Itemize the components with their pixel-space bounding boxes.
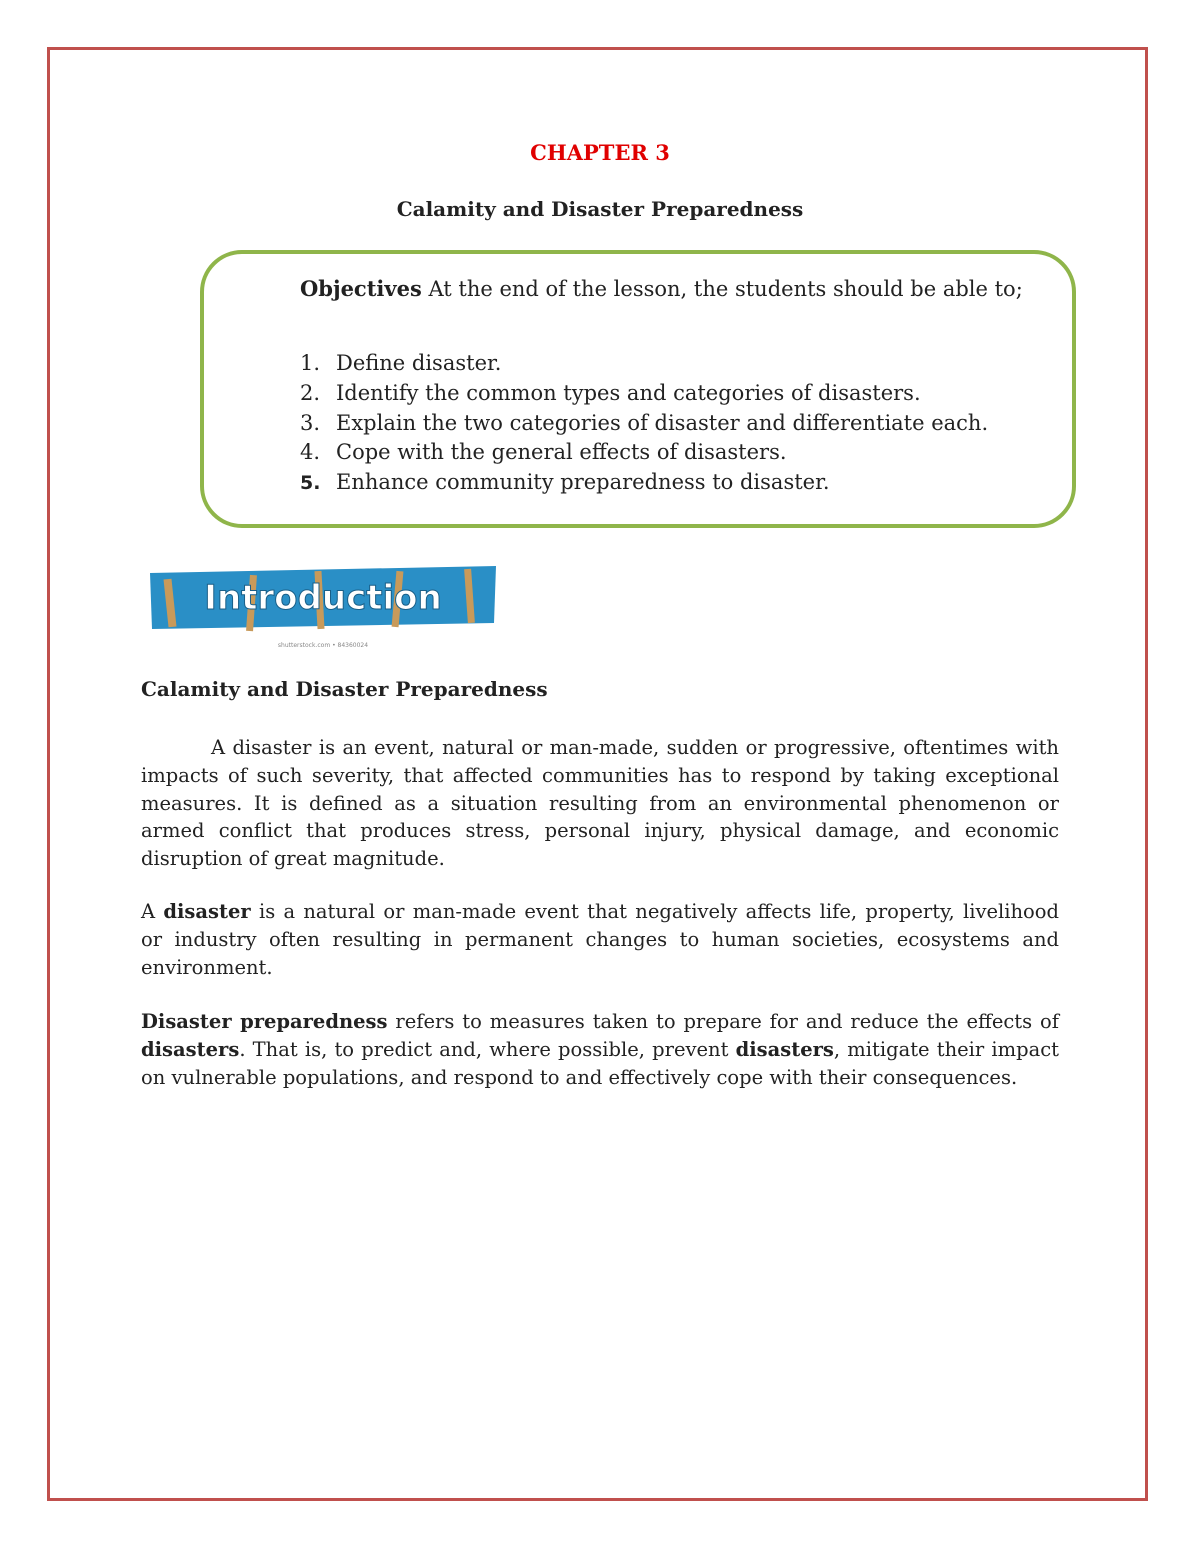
objective-item (300, 468, 1060, 499)
p3-text-3: , mitigate their impact on vulnerable populations, and respond to and effectively cope with their consequences. (141, 1037, 1059, 1089)
p2-bold-disaster: disaster (163, 900, 251, 923)
objective-item (300, 409, 1060, 439)
objective-text: Explain the two categories of disaster and differentiate each. (336, 410, 989, 435)
objective-item (300, 438, 1060, 468)
p3-bold-3: disasters (735, 1037, 834, 1061)
objective-text: Define disaster. (336, 351, 502, 375)
objectives-intro-text: At the end of the lesson, the students should be able to; (421, 277, 1023, 301)
objective-number: 3. (300, 410, 321, 435)
introduction-banner-image (148, 563, 498, 651)
objective-text: Cope with the general effects of disasters. (336, 440, 787, 465)
chapter-title: Calamity and Disaster Preparedness (396, 197, 804, 221)
objective-number: 1. (300, 351, 321, 375)
objectives-list (300, 349, 1060, 499)
objective-item (300, 379, 1060, 409)
banner-caption: shutterstock.com • 84360024 (277, 642, 369, 649)
paragraph-disaster-definition: A disaster is an event, natural or man-made, sudden or progressive, oftentimes with impacts of such severity, that affected communities has to respond by taking exceptional measures. It is defined as a situation resulting from an environmental phenomenon or armed conflict that produces stress, personal injury, physical damage, and economic disruption of great magnitude. (141, 736, 1059, 871)
objective-number: 4. (300, 440, 321, 465)
objective-text: Enhance community preparedness to disaster. (336, 470, 830, 495)
banner-word: Introduction (204, 578, 442, 618)
chapter-heading: CHAPTER 3 (530, 140, 670, 165)
objective-number: 5. (300, 472, 321, 495)
paragraph-preparedness (141, 1008, 1059, 1091)
objectives-label: Objectives (300, 276, 422, 301)
objective-number: 2. (300, 380, 321, 405)
p2-text-a: A (141, 900, 164, 923)
p3-bold-1: Disaster preparedness (141, 1010, 388, 1033)
p3-bold-2: disasters (141, 1037, 240, 1061)
section-heading: Calamity and Disaster Preparedness (141, 677, 548, 701)
objectives-intro (228, 274, 1058, 304)
objective-text: Identify the common types and categories of disasters. (336, 380, 921, 405)
p2-text-c: is a natural or man-made event that negatively affects life, property, livelihood or industry often resulting in permanent changes to human societies, ecosystems and environment. (141, 900, 1059, 979)
paragraph-disaster (141, 898, 1059, 981)
objective-item (300, 349, 1060, 379)
p3-text-1: refers to measures taken to prepare for and reduce the effects of (387, 1010, 1060, 1033)
p3-text-2: . That is, to predict and, where possible, prevent (239, 1037, 736, 1061)
